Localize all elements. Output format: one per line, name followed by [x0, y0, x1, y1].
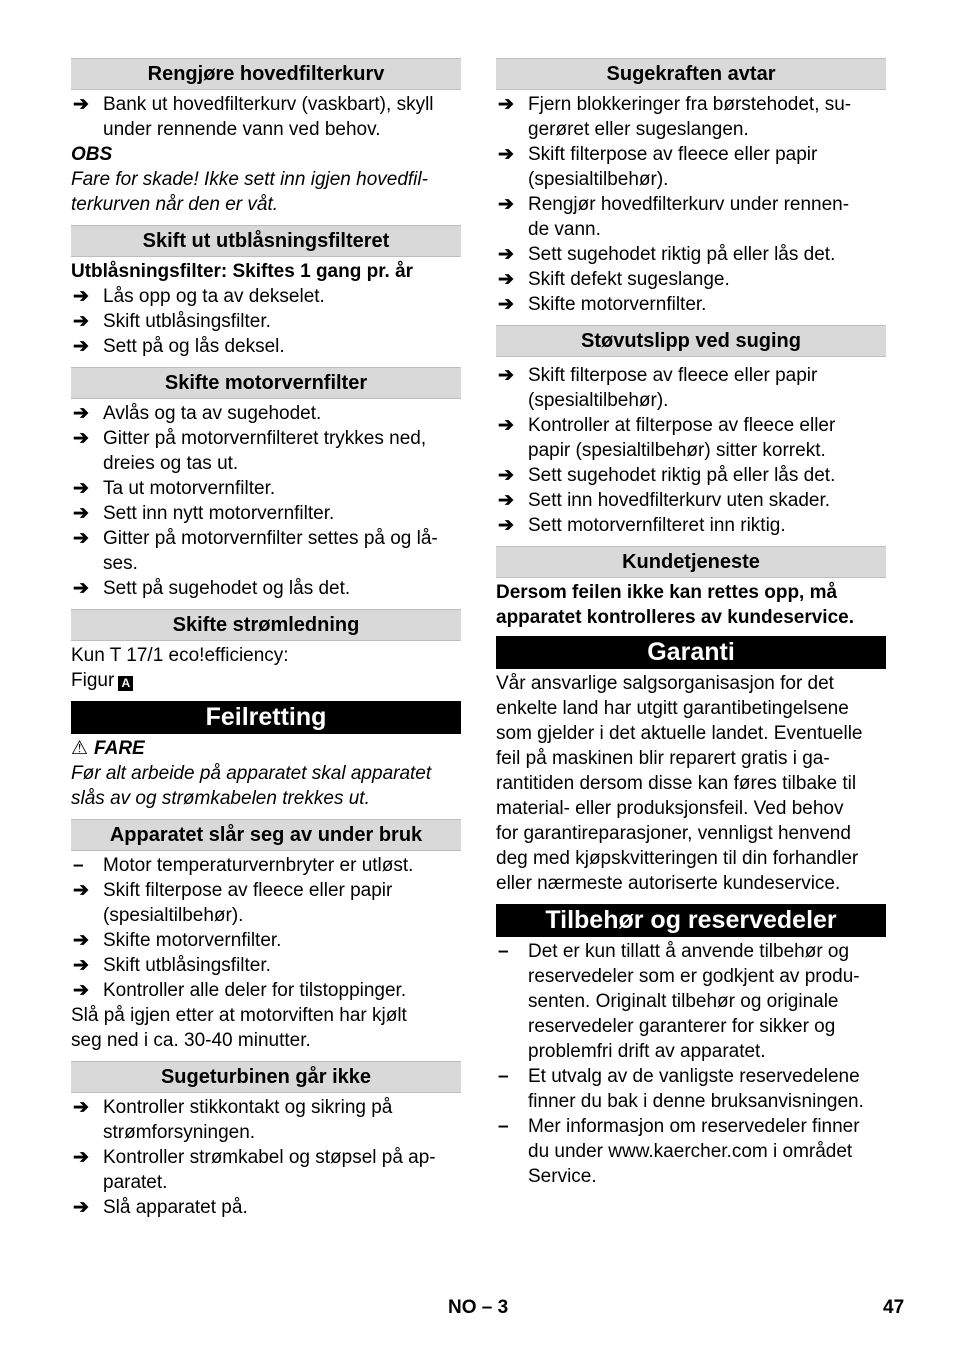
arrow-icon: ➔	[73, 528, 89, 549]
list-item	[71, 1145, 461, 1195]
section-heading-sugekraften-avtar: Sugekraften avtar	[496, 58, 886, 90]
item-text: reservedeler garanterer for sikker og	[528, 1016, 836, 1037]
arrow-icon: ➔	[73, 403, 89, 424]
list-item	[496, 488, 886, 513]
item-text: Slå apparatet på.	[103, 1197, 248, 1218]
item-text: Avlås og ta av sugehodet.	[103, 403, 322, 424]
list-item	[71, 1095, 461, 1145]
warning-label-text: FARE	[94, 738, 145, 759]
list-item	[71, 426, 461, 476]
arrow-icon: ➔	[73, 578, 89, 599]
paragraph-line: eller nærmeste autoriserte kundeservice.	[496, 873, 841, 894]
item-text: (spesialtilbehør).	[528, 390, 669, 411]
item-text: Skift defekt sugeslange.	[528, 269, 730, 290]
item-text: Skift utblåsingsfilter.	[103, 955, 271, 976]
service-note: Dersom feilen ikke kan rettes opp, må	[496, 582, 838, 603]
model-note: Kun T 17/1 eco!efficiency:	[71, 645, 289, 666]
footer-code: NO – 3	[448, 1297, 509, 1318]
dash-icon: –	[498, 1116, 509, 1137]
list-item	[71, 501, 461, 526]
item-text: papir (spesialtilbehør) sitter korrekt.	[528, 440, 826, 461]
dash-icon: –	[498, 941, 509, 962]
paragraph-line: material- eller produksjonsfeil. Ved behov	[496, 798, 844, 819]
arrow-icon: ➔	[73, 311, 89, 332]
right-column	[496, 58, 886, 1189]
item-text: Kontroller stikkontakt og sikring på	[103, 1097, 393, 1118]
section-heading-apparatet-slar-seg-av: Apparatet slår seg av under bruk	[71, 819, 461, 851]
left-column	[71, 58, 461, 1220]
arrow-icon: ➔	[73, 1197, 89, 1218]
item-text: Mer informasjon om reservedeler finner	[528, 1116, 860, 1137]
item-text: Skift utblåsingsfilter.	[103, 311, 271, 332]
item-text: Ta ut motorvernfilter.	[103, 478, 276, 499]
item-text: Sett sugehodet riktig på eller lås det.	[528, 465, 836, 486]
item-text: Skifte motorvernfilter.	[103, 930, 282, 951]
arrow-icon: ➔	[498, 365, 514, 386]
list-item	[496, 513, 886, 538]
arrow-icon: ➔	[73, 930, 89, 951]
item-text: paratet.	[103, 1172, 168, 1193]
section-heading-stovutslipp-ved-suging: Støvutslipp ved suging	[496, 325, 886, 357]
item-text: (spesialtilbehør).	[103, 905, 244, 926]
item-text: senten. Originalt tilbehør og originale	[528, 991, 839, 1012]
arrow-icon: ➔	[498, 515, 514, 536]
arrow-icon: ➔	[498, 465, 514, 486]
item-text: gerøret eller sugeslangen.	[528, 119, 749, 140]
paragraph-line: rantitiden dersom disse kan føres tilbake til	[496, 773, 857, 794]
list-item	[496, 413, 886, 463]
arrow-icon: ➔	[498, 490, 514, 511]
list-item	[71, 978, 461, 1003]
item-text: du under www.kaercher.com i området	[528, 1141, 853, 1162]
warning-triangle-icon: ⚠	[71, 738, 89, 759]
section-heading-sugeturbinen-gar-ikke: Sugeturbinen går ikke	[71, 1061, 461, 1093]
section-heading-skifte-motorvernfilter: Skifte motorvernfilter	[71, 367, 461, 399]
arrow-icon: ➔	[73, 1097, 89, 1118]
arrow-icon: ➔	[498, 244, 514, 265]
section-subheading: Utblåsningsfilter: Skiftes 1 gang pr. år	[71, 261, 414, 282]
item-text: Fjern blokkeringer fra børstehodet, su-	[528, 94, 852, 115]
figure-label: Figur	[71, 670, 115, 691]
item-text: Kontroller at filterpose av fleece eller	[528, 415, 836, 436]
item-text: Sett sugehodet riktig på eller lås det.	[528, 244, 836, 265]
list-item	[496, 242, 886, 267]
figure-letter-box: A	[118, 676, 133, 691]
warning-label	[71, 736, 461, 761]
item-text: Service.	[528, 1166, 597, 1187]
list-item	[71, 853, 461, 878]
item-text: Skift filterpose av fleece eller papir	[103, 880, 393, 901]
item-text: Kontroller strømkabel og støpsel på ap-	[103, 1147, 436, 1168]
list-item	[71, 92, 461, 142]
paragraph-line: deg med kjøpskvitteringen til din forhandler	[496, 848, 859, 869]
item-text: Sett på sugehodet og lås det.	[103, 578, 351, 599]
arrow-icon: ➔	[73, 1147, 89, 1168]
item-text: Lås opp og ta av dekselet.	[103, 286, 325, 307]
arrow-icon: ➔	[498, 415, 514, 436]
item-text: strømforsyningen.	[103, 1122, 256, 1143]
item-text: Sett på og lås deksel.	[103, 336, 285, 357]
paragraph-line: Slå på igjen etter at motorviften har kjølt	[71, 1005, 407, 1026]
arrow-icon: ➔	[73, 286, 89, 307]
paragraph-line: feil på maskinen blir reparert gratis i ga-	[496, 748, 830, 769]
list-item	[71, 309, 461, 334]
list-item	[71, 928, 461, 953]
item-text: Rengjør hovedfilterkurv under rennen-	[528, 194, 850, 215]
item-text: Skift filterpose av fleece eller papir	[528, 365, 818, 386]
page-number: 47	[883, 1297, 905, 1318]
paragraph-line: Vår ansvarlige salgsorganisasjon for det	[496, 673, 834, 694]
chapter-heading-garanti: Garanti	[496, 636, 886, 669]
list-item	[71, 953, 461, 978]
arrow-icon: ➔	[498, 94, 514, 115]
section-heading-skifte-stromledning: Skifte strømledning	[71, 609, 461, 641]
item-text: dreies og tas ut.	[103, 453, 239, 474]
arrow-icon: ➔	[73, 880, 89, 901]
item-text: Et utvalg av de vanligste reservedelene	[528, 1066, 860, 1087]
list-item	[496, 363, 886, 413]
arrow-icon: ➔	[498, 144, 514, 165]
item-text: de vann.	[528, 219, 601, 240]
paragraph-line: seg ned i ca. 30-40 minutter.	[71, 1030, 311, 1051]
warning-text: Før alt arbeide på apparatet skal apparatet	[71, 763, 432, 784]
warning-text: slås av og strømkabelen trekkes ut.	[71, 788, 370, 809]
arrow-icon: ➔	[73, 428, 89, 449]
list-item	[71, 1195, 461, 1220]
item-text: Sett motorvernfilteret inn riktig.	[528, 515, 786, 536]
arrow-icon: ➔	[73, 94, 89, 115]
chapter-heading-tilbehor-og-reservedeler: Tilbehør og reservedeler	[496, 904, 886, 937]
item-text: Sett inn nytt motorvernfilter.	[103, 503, 335, 524]
section-heading-rengjore-hovedfilterkurv: Rengjøre hovedfilterkurv	[71, 58, 461, 90]
list-item	[496, 1114, 886, 1189]
chapter-heading-feilretting: Feilretting	[71, 701, 461, 734]
arrow-icon: ➔	[73, 955, 89, 976]
list-item	[496, 1064, 886, 1114]
item-text: finner du bak i denne bruksanvisningen.	[528, 1091, 864, 1112]
list-item	[71, 576, 461, 601]
item-text: Skifte motorvernfilter.	[528, 294, 707, 315]
list-item	[71, 476, 461, 501]
dash-icon: –	[498, 1066, 509, 1087]
paragraph-line: enkelte land har utgitt garantibetingelsene	[496, 698, 849, 719]
item-text: problemfri drift av apparatet.	[528, 1041, 766, 1062]
section-heading-kundetjeneste: Kundetjeneste	[496, 546, 886, 578]
arrow-icon: ➔	[498, 294, 514, 315]
item-text: Kontroller alle deler for tilstoppinger.	[103, 980, 407, 1001]
arrow-icon: ➔	[73, 503, 89, 524]
obs-text: Fare for skade! Ikke sett inn igjen hovedfil-	[71, 169, 428, 190]
figure-reference	[71, 668, 461, 693]
list-item	[496, 939, 886, 1064]
list-item	[496, 192, 886, 242]
item-text: Det er kun tillatt å anvende tilbehør og	[528, 941, 850, 962]
item-text: Motor temperaturvernbryter er utløst.	[103, 855, 414, 876]
item-text: Skift filterpose av fleece eller papir	[528, 144, 818, 165]
item-text: (spesialtilbehør).	[528, 169, 669, 190]
list-item	[496, 142, 886, 192]
item-text: reservedeler som er godkjent av produ-	[528, 966, 860, 987]
list-item	[496, 267, 886, 292]
item-text: Gitter på motorvernfilteret trykkes ned,	[103, 428, 427, 449]
list-item	[71, 878, 461, 928]
obs-text: terkurven når den er våt.	[71, 194, 278, 215]
service-note: apparatet kontrolleres av kundeservice.	[496, 607, 854, 628]
item-text: Gitter på motorvernfilter settes på og lå-	[103, 528, 438, 549]
arrow-icon: ➔	[73, 336, 89, 357]
item-text: ses.	[103, 553, 138, 574]
paragraph-line: for garantireparasjoner, vennligst henvend	[496, 823, 851, 844]
item-text: under rennende vann ved behov.	[103, 119, 381, 140]
list-item	[71, 334, 461, 359]
list-item	[496, 463, 886, 488]
list-item	[71, 526, 461, 576]
section-heading-skift-ut-utblasningsfilteret: Skift ut utblåsningsfilteret	[71, 225, 461, 257]
list-item	[71, 284, 461, 309]
arrow-icon: ➔	[498, 269, 514, 290]
item-text: Bank ut hovedfilterkurv (vaskbart), skyll	[103, 94, 434, 115]
item-text: Sett inn hovedfilterkurv uten skader.	[528, 490, 831, 511]
list-item	[496, 92, 886, 142]
paragraph-line: som gjelder i det aktuelle landet. Eventuelle	[496, 723, 863, 744]
arrow-icon: ➔	[498, 194, 514, 215]
list-item	[496, 292, 886, 317]
obs-label: OBS	[71, 144, 113, 165]
arrow-icon: ➔	[73, 980, 89, 1001]
dash-icon: –	[73, 855, 84, 876]
list-item	[71, 401, 461, 426]
arrow-icon: ➔	[73, 478, 89, 499]
